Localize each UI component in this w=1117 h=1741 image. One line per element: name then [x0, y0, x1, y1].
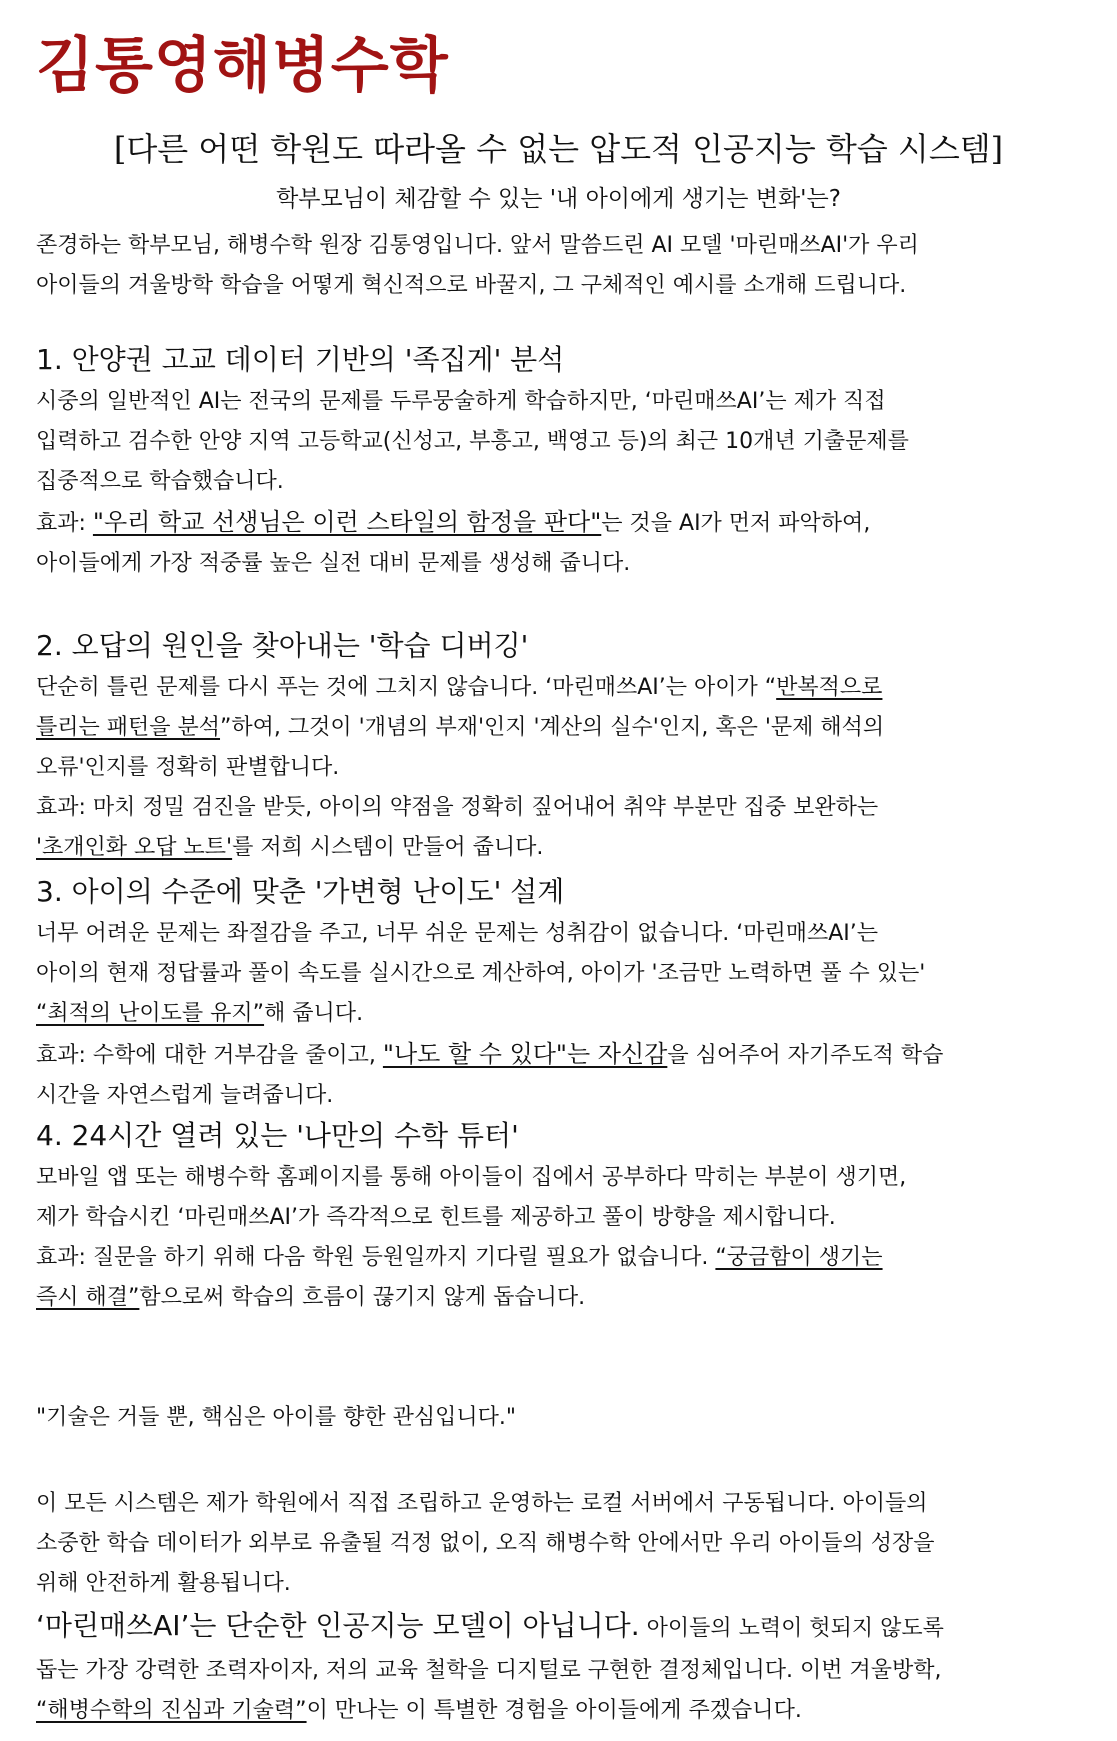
subheadline: 학부모님이 체감할 수 있는 '내 아이에게 생기는 변화'는?	[276, 186, 841, 212]
section-1	[36, 338, 1086, 584]
section-2-body-line	[36, 708, 1086, 748]
effect-text: 는 것을 AI가 먼저 파악하여,	[601, 511, 871, 536]
section-2-title: 2. 오답의 원인을 찾아내는 '학습 디버깅'	[36, 629, 529, 662]
underlined-text: “최적의 난이도를 유지”	[36, 1001, 265, 1026]
section-4-effect	[36, 1278, 1086, 1318]
section-2-body-line	[36, 668, 1086, 708]
intro-line: 존경하는 학부모님, 해병수학 원장 김통영입니다. 앞서 말씀드린 AI 모델 '마린매쓰AI'가 우리	[36, 233, 919, 258]
effect-text: 효과: 수학에 대한 거부감을 줄이고,	[36, 1043, 383, 1068]
quote: "기술은 거들 뿐, 핵심은 아이를 향한 관심입니다."	[36, 1405, 516, 1430]
section-2-body-line: 오류'인지를 정확히 판별합니다.	[36, 755, 340, 780]
section-1-body-line: 시중의 일반적인 AI는 전국의 문제를 두루뭉술하게 학습하지만, ‘마린매쓰AI’는 제가 직접	[36, 389, 886, 414]
quote-block	[36, 1398, 1086, 1438]
section-1-body-line: 입력하고 검수한 안양 지역 고등학교(신성고, 부흥고, 백영고 등)의 최근 10개년 기출문제를	[36, 429, 909, 454]
intro-line: 아이들의 겨울방학 학습을 어떻게 혁신적으로 바꿀지, 그 구체적인 예시를 소개해 드립니다.	[36, 273, 907, 298]
section-4	[36, 1114, 1086, 1318]
final-emphasis: ‘마린매쓰AI’는 단순한 인공지능 모델이 아닙니다.	[36, 1609, 640, 1642]
effect-label: 효과:	[36, 511, 93, 536]
section-2	[36, 624, 1086, 868]
final-line	[36, 1691, 1086, 1731]
effect-text: 를 저희 시스템이 만들어 줍니다.	[232, 835, 544, 860]
body-text: 해 줍니다.	[264, 1001, 364, 1026]
underlined-text: "나도 할 수 있다"는 자신감	[382, 1040, 668, 1068]
section-2-effect-line: 효과: 마치 정밀 검진을 받듯, 아이의 약점을 정확히 짚어내어 취약 부분만 집중 보완하는	[36, 795, 879, 820]
final-line	[36, 1604, 1086, 1651]
section-4-body-line: 제가 학습시킨 ‘마린매쓰AI’가 즉각적으로 힌트를 제공하고 풀이 방향을 제시합니다.	[36, 1205, 836, 1230]
underlined-text: '초개인화 오답 노트'	[36, 835, 233, 860]
section-1-effect	[36, 502, 1086, 544]
effect-text: 효과: 질문을 하기 위해 다음 학원 등원일까지 기다릴 필요가 없습니다.	[36, 1245, 716, 1270]
body-text: 단순히 틀린 문제를 다시 푸는 것에 그치지 않습니다. ‘마린매쓰AI’는 아이가 “	[36, 675, 777, 700]
underlined-text: "우리 학교 선생님은 이런 스타일의 함정을 판다"	[92, 508, 602, 536]
final-paragraph	[36, 1604, 1086, 1731]
section-4-body-line: 모바일 앱 또는 해병수학 홈페이지를 통해 아이들이 집에서 공부하다 막히는 부분이 생기면,	[36, 1165, 907, 1190]
section-3-effect	[36, 1034, 1086, 1076]
section-2-effect	[36, 828, 1086, 868]
section-3-effect-line: 시간을 자연스럽게 늘려줍니다.	[36, 1083, 334, 1108]
final-line: 돕는 가장 강력한 조력자이자, 저의 교육 철학을 디지털로 구현한 결정체입니다. 이번 겨울방학,	[36, 1658, 942, 1683]
section-1-title: 1. 안양권 고교 데이터 기반의 '족집게' 분석	[36, 343, 565, 376]
section-1-body-line: 집중적으로 학습했습니다.	[36, 469, 284, 494]
underlined-text: “궁금함이 생기는	[715, 1245, 883, 1270]
final-text: 아이들의 노력이 헛되지 않도록	[639, 1616, 944, 1641]
section-3-body-line: 너무 어려운 문제는 좌절감을 주고, 너무 쉬운 문제는 성취감이 없습니다. ‘마린매쓰AI’는	[36, 921, 879, 946]
underlined-text: 반복적으로	[776, 675, 883, 700]
section-1-effect-line: 아이들에게 가장 적중률 높은 실전 대비 문제를 생성해 줍니다.	[36, 551, 631, 576]
intro-paragraph	[36, 226, 1086, 306]
headline: [다른 어떤 학원도 따라올 수 없는 압도적 인공지능 학습 시스템]	[113, 130, 1004, 168]
closing-line: 위해 안전하게 활용됩니다.	[36, 1571, 291, 1596]
section-3	[36, 870, 1086, 1116]
section-3-body-line	[36, 994, 1086, 1034]
closing-line: 이 모든 시스템은 제가 학원에서 직접 조립하고 운영하는 로컬 서버에서 구동됩니다. 아이들의	[36, 1491, 928, 1516]
section-3-title: 3. 아이의 수준에 맞춘 '가변형 난이도' 설계	[36, 875, 565, 908]
body-text: ”하여, 그것이 '개념의 부재'인지 '계산의 실수'인지, 혹은 '문제 해석의	[220, 715, 885, 740]
brand-title: 김통영해병수학	[36, 31, 449, 101]
effect-text: 함으로써 학습의 흐름이 끊기지 않게 돕습니다.	[139, 1285, 586, 1310]
underlined-text: “해병수학의 진심과 기술력”	[36, 1698, 307, 1723]
effect-text: 을 심어주어 자기주도적 학습	[667, 1043, 944, 1068]
section-3-body-line: 아이의 현재 정답률과 풀이 속도를 실시간으로 계산하여, 아이가 '조금만 노력하면 풀 수 있는'	[36, 961, 926, 986]
section-4-effect	[36, 1238, 1086, 1278]
final-text: 이 만나는 이 특별한 경험을 아이들에게 주겠습니다.	[306, 1698, 802, 1723]
underlined-text: 즉시 해결”	[36, 1285, 140, 1310]
closing-line: 소중한 학습 데이터가 외부로 유출될 걱정 없이, 오직 해병수학 안에서만 우리 아이들의 성장을	[36, 1531, 935, 1556]
underlined-text: 틀리는 패턴을 분석	[36, 715, 221, 740]
closing-paragraph	[36, 1484, 1086, 1604]
section-4-title: 4. 24시간 열려 있는 '나만의 수학 튜터'	[36, 1119, 519, 1152]
